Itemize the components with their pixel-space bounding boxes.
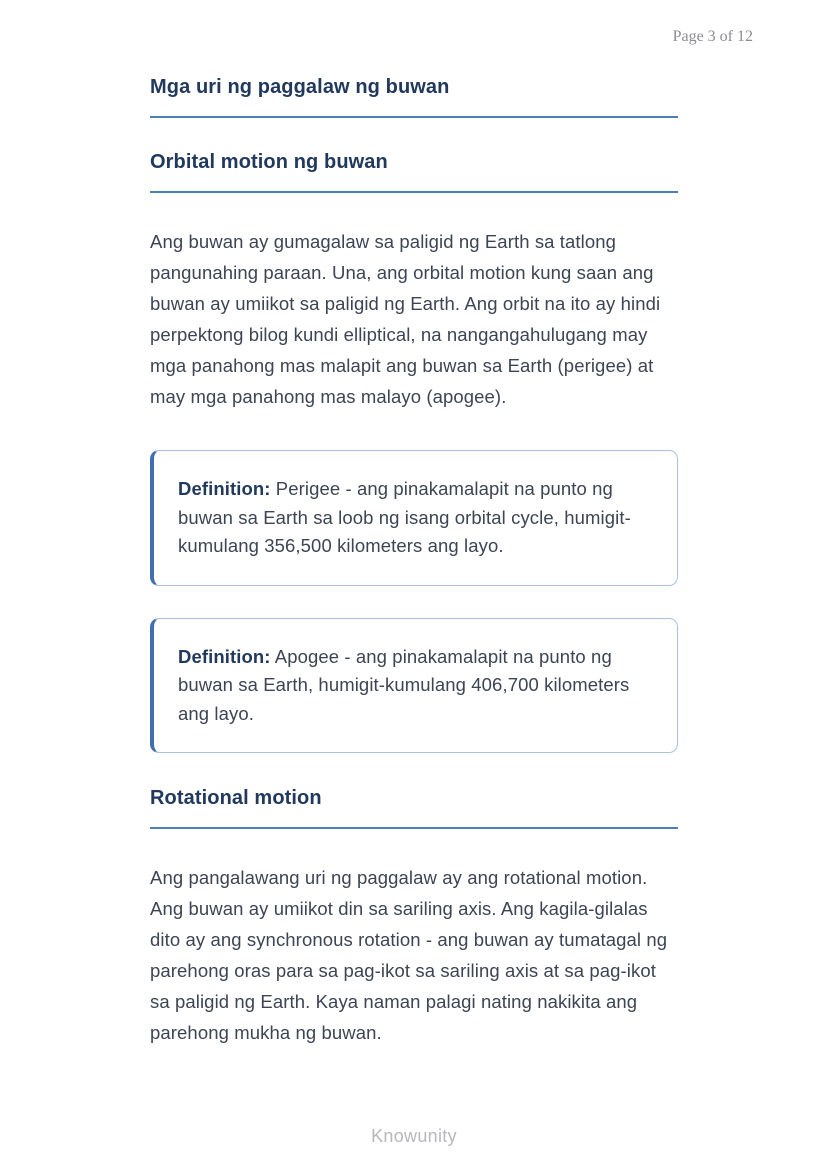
- definition-label: Definition:: [178, 645, 271, 667]
- definition-body: Apogee - ang pinakamalapit na punto ng buwan sa Earth, humigit-kumulang 406,700 kilometers ang layo.: [178, 645, 630, 724]
- heading-orbital-motion: Orbital motion ng buwan: [150, 151, 678, 193]
- document-content: [150, 70, 678, 1048]
- definition-label: Definition:: [178, 478, 271, 499]
- heading-mga-uri-ng-paggalaw: Mga uri ng paggalaw ng buwan: [150, 76, 678, 118]
- definition-box-apogee: [150, 618, 678, 754]
- definition-text-apogee: [178, 643, 651, 729]
- paragraph-orbital-motion: Ang buwan ay gumagalaw sa paligid ng Earth sa tatlong pangunahing paraan. Una, ang orbital motion kung saan ang buwan ay umiikot sa paligid ng Earth. Ang orbit na ito ay hindi perpektong bilog kundi elliptical, na nangangahulugang may mga panahong mas malapit ang buwan sa Earth (perigee) at may mga panahong mas malayo (apogee).: [150, 231, 661, 407]
- definition-body: Perigee - ang pinakamalapit na punto ng buwan sa Earth sa loob ng isang orbital cycle, humigit-kumulang 356,500 kilometers ang layo.: [178, 478, 631, 556]
- footer-brand-knowunity: Knowunity: [371, 1126, 457, 1146]
- paragraph-rotational-motion: Ang pangalawang uri ng paggalaw ay ang rotational motion. Ang buwan ay umiikot din sa sariling axis. Ang kagila-gilalas dito ay ang synchronous rotation - ang buwan ay tumatagal ng parehong oras para sa pag-ikot sa sariling axis at sa pag-ikot sa paligid ng Earth. Kaya naman palagi nating nakikita ang parehong mukha ng buwan.: [150, 867, 668, 1043]
- page-indicator: Page 3 of 12: [672, 28, 753, 45]
- heading-rotational-motion: Rotational motion: [150, 787, 678, 829]
- definition-box-perigee: [150, 450, 678, 586]
- definition-text-perigee: [178, 475, 651, 561]
